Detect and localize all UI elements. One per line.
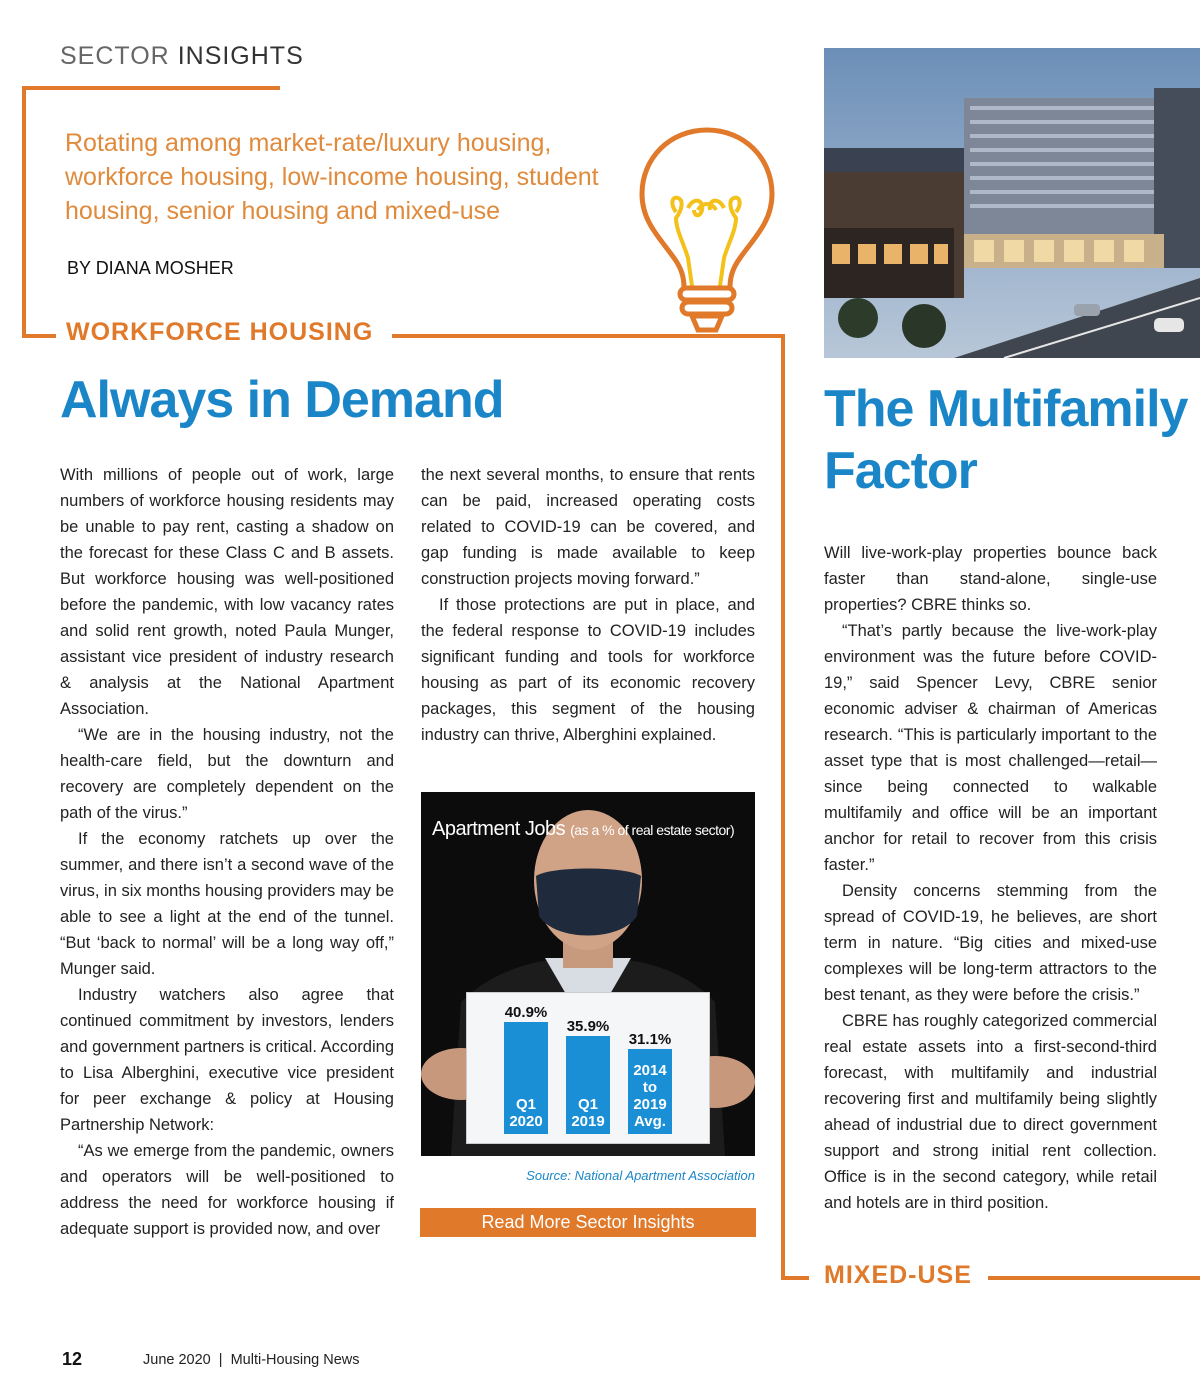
col3-paragraph-2: “That’s partly because the live-work-play environment was the future before COVID-19,” said Spencer Levy, CBRE senior economic adviser & chairman of Americas research. “This is particularly important to the asset type that is most challenged—retail—since being connected to walkable multifamily and office will be an important anchor for retail to recover from this crisis faster.”: [824, 622, 1157, 874]
sector-header-light: SECTOR: [60, 42, 170, 70]
photo-illustration: [824, 48, 1200, 358]
chart-category-label: Q1 2019: [571, 1096, 605, 1130]
col1-paragraph-2: “We are in the housing industry, not the health-care field, but the downturn and recovery are completely dependent on the path of the virus.”: [60, 726, 394, 822]
section-label-workforce-housing: WORKFORCE HOUSING: [58, 318, 381, 347]
chart-source: Source: National Apartment Association: [526, 1168, 755, 1183]
frame-bottom-mixed-right: [988, 1276, 1200, 1280]
sector-header: [60, 42, 304, 71]
headline-always-in-demand: Always in Demand: [60, 371, 504, 429]
chart-category-label: Q1 2020: [509, 1096, 543, 1130]
frame-bottom-mixed-left: [781, 1276, 809, 1280]
col1-paragraph-1: With millions of people out of work, large numbers of workforce housing residents may be unable to pay rent, casting a shadow on the forecast for these Class C and B assets. But workforce housing was well-positioned before the pandemic, with low vacancy rates and solid rent growth, noted Paula Munger, assistant vice president of industry research & analysis at the National Apartment Association.: [60, 466, 394, 718]
page-number: 12: [62, 1349, 83, 1369]
headline-line-2: Factor: [824, 442, 977, 500]
intro-deck: Rotating among market-rate/luxury housing, workforce housing, low-income housing, student housing, senior housing and mixed-use: [65, 129, 599, 225]
article-column-3: [824, 540, 1157, 1216]
col1-paragraph-3: If the economy ratchets up over the summer, and there isn’t a second wave of the virus, in six months housing providers may be able to see a light at the end of the tunnel. “But ‘back to normal’ will be a long way off,” Munger said.: [60, 830, 394, 978]
lightbulb-icon: [636, 126, 778, 336]
section-label-mixed-use: MIXED-USE: [816, 1261, 980, 1290]
chart-bars-area: [466, 992, 710, 1144]
col1-paragraph-4: Industry watchers also agree that continued commitment by investors, lenders and government partners is critical. According to Lisa Alberghini, executive vice president for peer exchange & policy at Housing Partnership Network:: [60, 986, 394, 1134]
col3-paragraph-4: CBRE has roughly categorized commercial real estate assets into a first-second-third forecast, with multifamily and industrial recovering first and multifamily being slightly ahead of industrial due to direct government support and strong initial rent collection. Office is in the second category, while retail and hotels are in third position.: [824, 1012, 1157, 1212]
mixed-use-building-photo: [824, 48, 1200, 358]
footer-publication: Multi-Housing News: [230, 1352, 360, 1368]
footer-separator: |: [218, 1352, 223, 1368]
col3-paragraph-1: Will live-work-play properties bounce back faster than stand-alone, single-use properties? CBRE thinks so.: [824, 544, 1157, 614]
chart-title: [432, 818, 734, 841]
frame-bottom-left-line: [22, 334, 56, 338]
headline-line-1: The Multifamily: [824, 380, 1188, 438]
chart-category-label: 2014 to 2019 Avg.: [633, 1062, 667, 1130]
footer-issue-info: [143, 1352, 360, 1368]
chart-value-label: 31.1%: [628, 1031, 672, 1048]
frame-vertical-line: [781, 334, 785, 1280]
col2-paragraph-1: the next several months, to ensure that rents can be paid, increased operating costs related to COVID-19 can be covered, and gap funding is made available to keep construction projects moving forward.”: [421, 466, 755, 588]
sector-header-bold: INSIGHTS: [177, 42, 304, 70]
chart-value-label: 40.9%: [504, 1004, 548, 1021]
byline: BY DIANA MOSHER: [67, 258, 234, 278]
footer-issue: June 2020: [143, 1352, 211, 1368]
headline-the-multifamily-factor: [824, 378, 1187, 502]
read-more-sector-insights-button[interactable]: Read More Sector Insights: [420, 1208, 756, 1237]
chart-subtitle: (as a % of real estate sector): [570, 822, 735, 838]
article-column-1: [60, 462, 394, 1242]
chart-title-main: Apartment Jobs: [432, 818, 566, 840]
col2-paragraph-2: If those protections are put in place, and the federal response to COVID-19 includes significant funding and tools for workforce housing as part of its economic recovery packages, this segment of the housing industry can thrive, Alberghini explained.: [421, 596, 755, 744]
article-column-2: [421, 462, 755, 748]
col1-paragraph-5: “As we emerge from the pandemic, owners and operators will be well-positioned to address the need for workforce housing if adequate support is provided now, and over: [60, 1142, 394, 1238]
frame-top-line: [22, 86, 280, 90]
col3-paragraph-3: Density concerns stemming from the spread of COVID-19, he believes, are short term in nature. “Big cities and mixed-use complexes will be long-term attractors to the best tenant, as they were before the crisis.”: [824, 882, 1157, 1004]
chart-value-label: 35.9%: [566, 1018, 610, 1035]
frame-left-line: [22, 86, 26, 338]
